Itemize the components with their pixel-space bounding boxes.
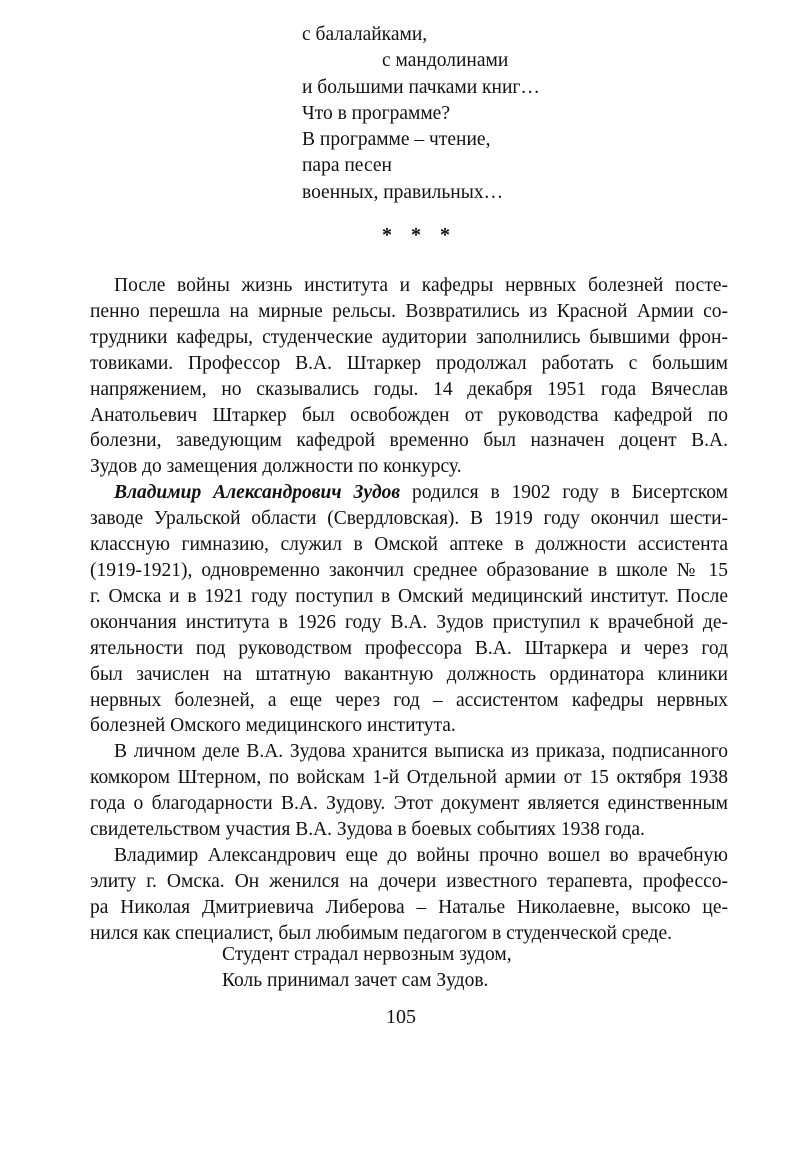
verse-quote	[222, 942, 512, 995]
poem-stanza	[302, 22, 632, 206]
paragraph-first-line: В личном деле В.А. Зудова хранится выписка из приказа, подписанного	[114, 741, 728, 763]
paragraph-line: Зудов до замещения должности по конкурсу.	[90, 456, 462, 478]
paragraph-line: трудники кафедры, студенческие аудитории заполнились бывшими фрон-	[90, 326, 728, 348]
paragraph-line: болезни, заведующим кафедрой временно был назначен доцент В.А.	[90, 430, 728, 452]
paragraph-line: пенно перешла на мирные рельсы. Возвратились из Красной Армии со-	[90, 300, 728, 322]
paragraph-line: (1919-1921), одновременно закончил среднее образование в школе № 15	[90, 559, 728, 581]
paragraph-first-line	[114, 480, 728, 506]
paragraph-line: ра Николая Дмитриевича Либерова – Наталье Николаевне, высоко це-	[90, 896, 728, 918]
page-number: 105	[386, 1006, 416, 1028]
person-name: Владимир Александрович Зудов	[114, 482, 401, 504]
paragraph-line: нервных болезней, а еще через год – ассистентом кафедры нервных	[90, 689, 728, 711]
paragraph-line: года о благодарности В.А. Зудову. Этот документ является единственным	[90, 793, 728, 815]
poem-line: Что в программе?	[302, 102, 450, 124]
paragraph-line: элиту г. Омска. Он женился на дочери известного терапевта, профессо-	[90, 870, 728, 892]
poem-line: военных, правильных…	[302, 181, 504, 203]
paragraph-line: г. Омска и в 1921 году поступил в Омский медицинский институт. После	[90, 585, 728, 607]
poem-line: и большими пачками книг…	[302, 76, 540, 98]
poem-line: с мандолинами	[382, 50, 509, 72]
paragraph-line: классную гимназию, служил в Омской аптеке в должности ассистента	[90, 534, 728, 556]
poem-line: В программе – чтение,	[302, 129, 491, 151]
paragraph-line: напряжением, но сказывались годы. 14 декабря 1951 года Вячеслав	[90, 378, 728, 400]
paragraph	[90, 739, 728, 843]
paragraph	[90, 480, 728, 739]
section-separator: * * *	[382, 224, 457, 246]
paragraph-line: нился как специалист, был любимым педагогом в студенческой среде.	[90, 922, 673, 944]
poem-line: пара песен	[302, 155, 392, 177]
paragraph-line: заводе Уральской области (Свердловская). В 1919 году окончил шести-	[90, 508, 728, 530]
paragraph-line: После войны жизнь института и кафедры нервных болезней посте-	[114, 275, 728, 296]
paragraph-line: был зачислен на штатную вакантную должность ординатора клиники	[90, 663, 728, 685]
paragraph	[90, 843, 728, 947]
paragraph-text: родился в 1902 году в Бисертском	[400, 482, 728, 504]
verse-line: Коль принимал зачет сам Зудов.	[222, 970, 489, 992]
paragraph-line: Анатольевич Штаркер был освобожден от руководства кафедрой по	[90, 404, 728, 426]
paragraph-line: свидетельством участия В.А. Зудова в боевых событиях 1938 года.	[90, 819, 645, 841]
paragraph-first-line: Владимир Александрович еще до войны прочно вошел во врачебную	[114, 844, 728, 866]
paragraph-line: товиками. Профессор В.А. Штаркер продолжал работать с большим	[90, 352, 728, 374]
poem-line: с балалайками,	[302, 24, 428, 45]
paragraph-line: окончания института в 1926 году В.А. Зудов приступил к врачебной де-	[90, 611, 728, 633]
paragraph-line: болезней Омского медицинского института.	[90, 715, 456, 737]
verse-line: Студент страдал нервозным зудом,	[222, 944, 512, 965]
paragraph	[90, 273, 728, 480]
paragraph-line: комкором Штерном, по войскам 1-й Отдельной армии от 15 октября 1938	[90, 767, 728, 789]
body-text	[90, 273, 728, 947]
paragraph-line: ятельности под руководством профессора В.А. Штаркера и через год	[90, 637, 728, 659]
